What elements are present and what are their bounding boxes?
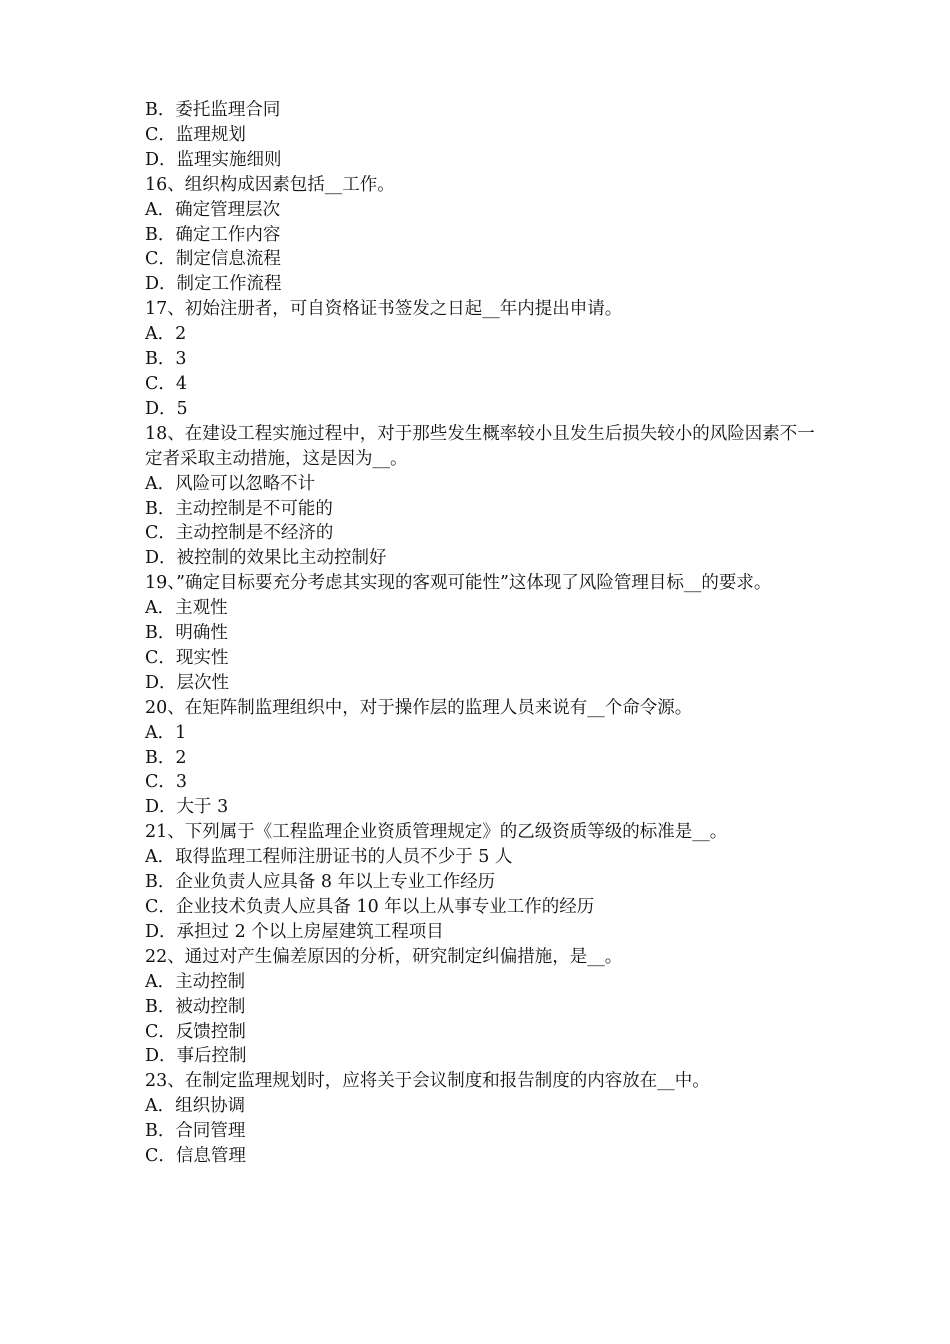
option-line: C．主动控制是不经济的 <box>145 523 334 544</box>
option-line: D．被控制的效果比主动控制好 <box>145 548 387 569</box>
option-line: B．主动控制是不可能的 <box>145 498 333 519</box>
question-20: 20、在矩阵制监理组织中，对于操作层的监理人员来说有__个命令源。 <box>145 697 693 718</box>
option-line: A．组织协调 <box>145 1096 246 1117</box>
option-line: B．被动控制 <box>145 996 246 1017</box>
option-line: D．承担过 2 个以上房屋建筑工程项目 <box>145 921 444 942</box>
option-line: D．5 <box>145 398 188 419</box>
option-line: D．层次性 <box>145 672 230 693</box>
document-page <box>145 98 815 1169</box>
option-line: C．信息管理 <box>145 1146 246 1167</box>
option-line: D．制定工作流程 <box>145 274 282 295</box>
option-line: A．风险可以忽略不计 <box>145 473 316 494</box>
option-line: B．确定工作内容 <box>145 224 281 245</box>
option-line: B．2 <box>145 747 187 768</box>
question-21: 21、下列属于《工程监理企业资质管理规定》的乙级资质等级的标准是__。 <box>145 822 728 843</box>
question-18: 18、在建设工程实施过程中，对于那些发生概率较小且发生后损失较小的风险因素不一定者采取主动措施，这是因为__。 <box>145 423 815 469</box>
option-line: C．企业技术负责人应具备 10 年以上从事专业工作的经历 <box>145 897 595 917</box>
option-line: D．事后控制 <box>145 1046 247 1067</box>
option-line: C．反馈控制 <box>145 1021 246 1042</box>
option-line: C．制定信息流程 <box>145 249 281 270</box>
option-line: C．监理规划 <box>145 124 246 145</box>
question-16: 16、组织构成因素包括__工作。 <box>145 174 395 195</box>
option-line: A．主观性 <box>145 598 228 619</box>
option-line: D．大于 3 <box>145 797 229 818</box>
option-line: C．3 <box>145 772 188 793</box>
option-line: C．4 <box>145 373 188 394</box>
option-line: A．主动控制 <box>145 971 246 992</box>
question-17: 17、初始注册者，可自资格证书签发之日起__年内提出申请。 <box>145 299 623 320</box>
option-line: B．明确性 <box>145 623 228 644</box>
option-line: A．取得监理工程师注册证书的人员不少于 5 人 <box>145 847 513 868</box>
question-19: 19、”确定目标要充分考虑其实现的客观可能性”这体现了风险管理目标__的要求。 <box>145 573 772 594</box>
option-line: A．2 <box>145 324 187 345</box>
question-22: 22、通过对产生偏差原因的分析，研究制定纠偏措施，是__。 <box>145 946 623 967</box>
option-line: B．3 <box>145 349 187 370</box>
question-23: 23、在制定监理规划时，应将关于会议制度和报告制度的内容放在__中。 <box>145 1071 710 1092</box>
option-line: C．现实性 <box>145 647 229 668</box>
option-line: A．1 <box>145 722 187 743</box>
option-line: B．委托监理合同 <box>145 100 281 120</box>
option-line: A．确定管理层次 <box>145 199 281 220</box>
option-line: D．监理实施细则 <box>145 149 282 170</box>
option-line: B．企业负责人应具备 8 年以上专业工作经历 <box>145 872 496 893</box>
option-line: B．合同管理 <box>145 1121 246 1142</box>
